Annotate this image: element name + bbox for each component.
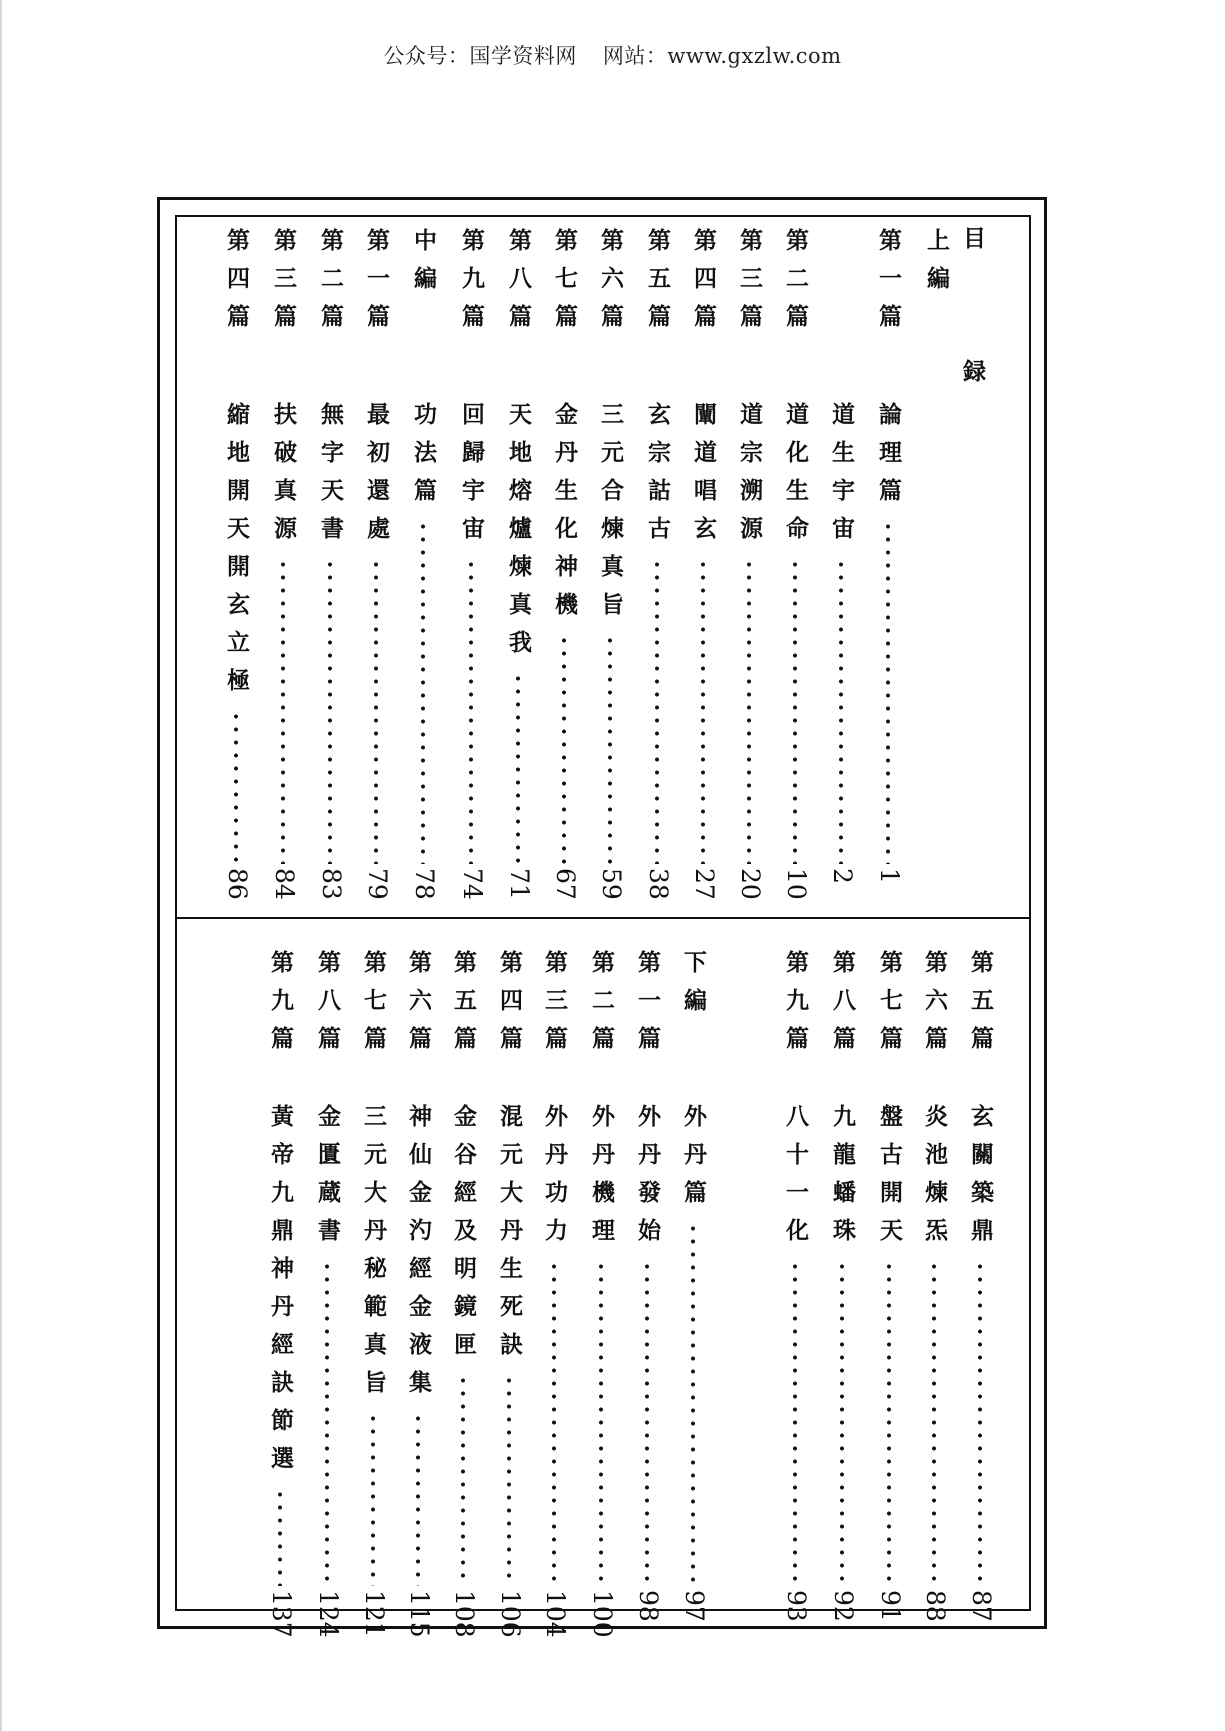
entry-title: 論理篇 xyxy=(875,402,901,516)
leader-dots xyxy=(977,1260,983,1586)
page-number: 74 xyxy=(458,868,487,900)
page-number: 79 xyxy=(363,868,392,900)
page-header xyxy=(0,40,1225,70)
chapter-label: 第五篇 xyxy=(967,950,993,1064)
entry-title: 玄宗詁古 xyxy=(644,402,670,554)
chapter-label: 第三篇 xyxy=(736,228,762,342)
entry-title: 外丹機理 xyxy=(588,1104,614,1256)
chapter-label: 第九篇 xyxy=(458,228,484,342)
entry-title: 八十一化 xyxy=(782,1104,808,1256)
entry-title: 金谷經及明鏡匣 xyxy=(450,1104,476,1370)
entry-title: 炎池煉炁 xyxy=(921,1104,947,1256)
chapter-label: 第二篇 xyxy=(317,228,343,342)
entry-title: 三元合煉真旨 xyxy=(597,402,623,630)
entry-title: 黃帝九鼎神丹經訣節選 xyxy=(267,1104,293,1484)
page-number: 87 xyxy=(967,1590,996,1622)
leader-dots xyxy=(886,1260,892,1586)
chapter-label: 第五篇 xyxy=(644,228,670,342)
leader-dots xyxy=(838,558,844,864)
page-number: 27 xyxy=(690,868,719,900)
page-number: 1 xyxy=(875,868,904,884)
page-number: 2 xyxy=(828,868,857,884)
leader-dots xyxy=(561,634,567,864)
chapter-label: 第九篇 xyxy=(267,950,293,1064)
page-number: 98 xyxy=(634,1590,663,1622)
chapter-label: 第八篇 xyxy=(314,950,340,1064)
chapter-label: 第九篇 xyxy=(782,950,808,1064)
chapter-label: 第八篇 xyxy=(505,228,531,342)
leader-dots xyxy=(598,1260,604,1586)
chapter-label: 第七篇 xyxy=(876,950,902,1064)
page-number: 86 xyxy=(223,868,252,900)
chapter-label: 第八篇 xyxy=(829,950,855,1064)
leader-dots xyxy=(324,1260,330,1586)
chapter-label: 第一篇 xyxy=(875,228,901,342)
entry-title: 扶破真源 xyxy=(270,402,296,554)
page-number: 108 xyxy=(450,1590,479,1638)
entry-title: 回歸宇宙 xyxy=(458,402,484,554)
page-number: 137 xyxy=(267,1590,296,1638)
leader-dots xyxy=(792,558,798,864)
chapter-label: 第五篇 xyxy=(450,950,476,1064)
entry-title: 縮地開天開玄立極 xyxy=(223,402,249,706)
leader-dots xyxy=(690,1222,696,1586)
entry-title: 神仙金汋經金液集 xyxy=(405,1104,431,1408)
chapter-label: 第四篇 xyxy=(690,228,716,342)
leader-dots xyxy=(460,1374,466,1586)
entry-title: 天地熔爐煉真我 xyxy=(505,402,531,668)
chapter-label: 第六篇 xyxy=(405,950,431,1064)
page-number: 10 xyxy=(782,868,811,900)
page-number: 88 xyxy=(921,1590,950,1622)
leader-dots xyxy=(420,520,426,864)
entry-title: 道化生命 xyxy=(782,402,808,554)
leader-dots xyxy=(280,558,286,864)
leader-dots xyxy=(233,710,239,864)
leader-dots xyxy=(327,558,333,864)
chapter-label: 第二篇 xyxy=(588,950,614,1064)
leader-dots xyxy=(551,1260,557,1586)
page-number: 20 xyxy=(736,868,765,900)
page-number: 121 xyxy=(360,1590,389,1638)
entry-title: 外丹篇 xyxy=(680,1104,706,1218)
page-number: 100 xyxy=(588,1590,617,1638)
leader-dots xyxy=(607,634,613,864)
website-label: 网站：www.gxzlw.com xyxy=(602,44,842,68)
chapter-label: 第六篇 xyxy=(597,228,623,342)
chapter-label: 中編 xyxy=(410,228,436,304)
entry-title: 九龍蟠珠 xyxy=(829,1104,855,1256)
chapter-label: 第七篇 xyxy=(551,228,577,342)
page-number: 124 xyxy=(314,1590,343,1638)
page-number: 67 xyxy=(551,868,580,900)
page-number: 38 xyxy=(644,868,673,900)
page-number: 93 xyxy=(782,1590,811,1622)
entry-title: 混元大丹生死訣 xyxy=(496,1104,522,1370)
leader-dots xyxy=(370,1412,376,1586)
entry-title: 盤古開天 xyxy=(876,1104,902,1256)
leader-dots xyxy=(415,1412,421,1586)
page-number: 91 xyxy=(876,1590,905,1622)
chapter-label: 第三篇 xyxy=(270,228,296,342)
toc-title: 目録 xyxy=(959,226,985,492)
chapter-label: 下編 xyxy=(680,950,706,1026)
page-number: 115 xyxy=(405,1590,434,1638)
entry-title: 最初還處 xyxy=(363,402,389,554)
leader-dots xyxy=(515,672,521,864)
leader-dots xyxy=(700,558,706,864)
page-number: 59 xyxy=(597,868,626,900)
leader-dots xyxy=(839,1260,845,1586)
leader-dots xyxy=(931,1260,937,1586)
wechat-label: 公众号：国学资料网 xyxy=(383,44,577,68)
leader-dots xyxy=(746,558,752,864)
leader-dots xyxy=(654,558,660,864)
page-number: 71 xyxy=(505,868,534,900)
entry-title: 金匱蔵書 xyxy=(314,1104,340,1256)
page-number: 78 xyxy=(410,868,439,900)
chapter-label: 第七篇 xyxy=(360,950,386,1064)
page-number: 92 xyxy=(829,1590,858,1622)
leader-dots xyxy=(277,1488,283,1586)
entry-title: 外丹功力 xyxy=(541,1104,567,1256)
page-number: 84 xyxy=(270,868,299,900)
chapter-label: 上編 xyxy=(923,228,949,304)
leader-dots xyxy=(792,1260,798,1586)
entry-title: 道生宇宙 xyxy=(828,402,854,554)
leader-dots xyxy=(373,558,379,864)
leader-dots xyxy=(506,1374,512,1586)
leader-dots xyxy=(885,520,891,864)
entry-title: 道宗溯源 xyxy=(736,402,762,554)
chapter-label: 第四篇 xyxy=(496,950,522,1064)
entry-title: 無字天書 xyxy=(317,402,343,554)
entry-title: 金丹生化神機 xyxy=(551,402,577,630)
page-number: 106 xyxy=(496,1590,525,1638)
leader-dots xyxy=(644,1260,650,1586)
chapter-label: 第四篇 xyxy=(223,228,249,342)
chapter-label: 第一篇 xyxy=(363,228,389,342)
entry-title: 三元大丹秘範真旨 xyxy=(360,1104,386,1408)
page-edge xyxy=(0,0,2,1731)
page-number: 104 xyxy=(541,1590,570,1638)
chapter-label: 第六篇 xyxy=(921,950,947,1064)
section-divider xyxy=(175,917,1031,919)
entry-title: 玄關築鼎 xyxy=(967,1104,993,1256)
entry-title: 功法篇 xyxy=(410,402,436,516)
chapter-label: 第二篇 xyxy=(782,228,808,342)
entry-title: 外丹發始 xyxy=(634,1104,660,1256)
chapter-label: 第一篇 xyxy=(634,950,660,1064)
page-number: 83 xyxy=(317,868,346,900)
chapter-label: 第三篇 xyxy=(541,950,567,1064)
entry-title: 闡道唱玄 xyxy=(690,402,716,554)
page-number: 97 xyxy=(680,1590,709,1622)
leader-dots xyxy=(468,558,474,864)
